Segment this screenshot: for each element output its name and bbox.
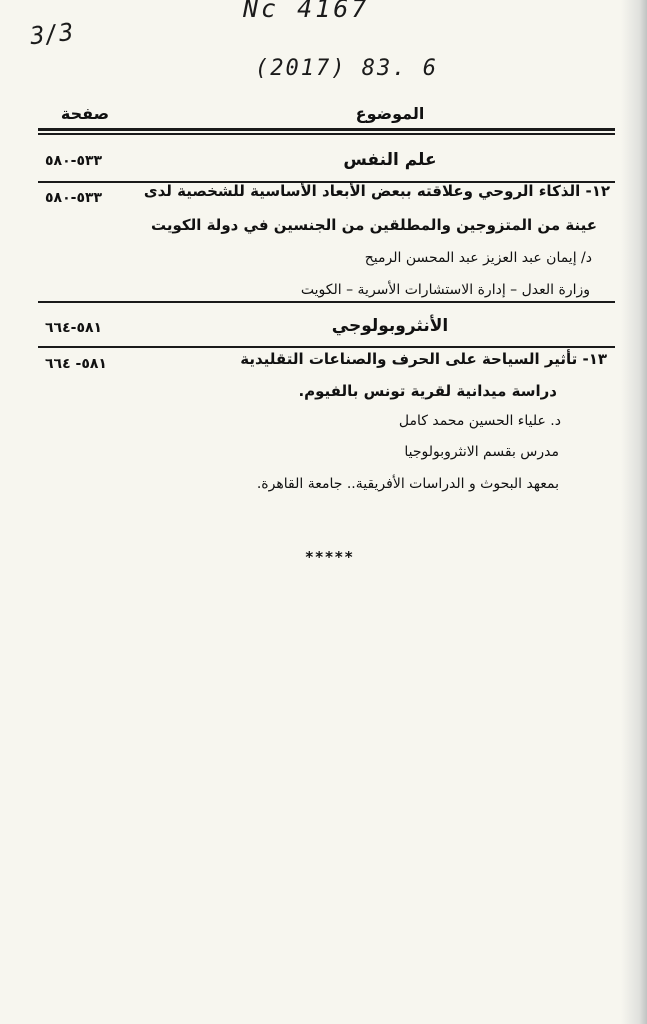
handwritten-call-number: Nc 4167 (243, 0, 370, 23)
section-divider (38, 346, 615, 348)
header-rule-thin (38, 133, 615, 135)
item-affiliation: وزارة العدل – إدارة الاستشارات الأسرية – الكويت (300, 282, 590, 298)
section-page-range: ٥٣٣-٥٨٠ (45, 153, 103, 169)
column-header-topic: الموضوع (355, 104, 425, 123)
handwritten-page-count: 3/3 (28, 17, 75, 51)
item-position: مدرس بقسم الانثروبولوجيا (404, 444, 559, 460)
item-title-line: عينة من المتزوجين والمطلقين من الجنسين في دولة الكويت (150, 216, 597, 234)
item-title-line: ١٣- تأثير السياحة على الحرف والصناعات التقليدية (240, 350, 607, 368)
header-rule-thick (38, 128, 615, 131)
end-mark: ***** (305, 548, 355, 566)
section-title-psychology: علم النفس (343, 150, 437, 170)
item-author: د/ إيمان عبد العزيز عبد المحسن الرميح (364, 250, 592, 266)
page-edge-shadow (621, 0, 647, 1024)
item-affiliation: بمعهد البحوث و الدراسات الأفريقية.. جامعة القاهرة. (256, 476, 559, 492)
section-divider (38, 301, 615, 303)
column-header-page: صفحة (60, 104, 110, 123)
section-page-range: ٥٨١-٦٦٤ (45, 320, 103, 336)
item-page-range: ٥٣٣-٥٨٠ (45, 190, 103, 206)
section-title-anthropology: الأنثروبولوجي (331, 316, 449, 336)
item-page-range: ٥٨١- ٦٦٤ (45, 356, 107, 372)
item-title-line: ١٢- الذكاء الروحي وعلاقته ببعض الأبعاد الأساسية للشخصية لدى (143, 182, 610, 200)
item-title-line: دراسة ميدانية لقرية تونس بالفيوم. (298, 382, 557, 400)
item-author: د. علياء الحسين محمد كامل (398, 413, 561, 429)
handwritten-year-note: (2017) 83. 6 (255, 56, 438, 81)
